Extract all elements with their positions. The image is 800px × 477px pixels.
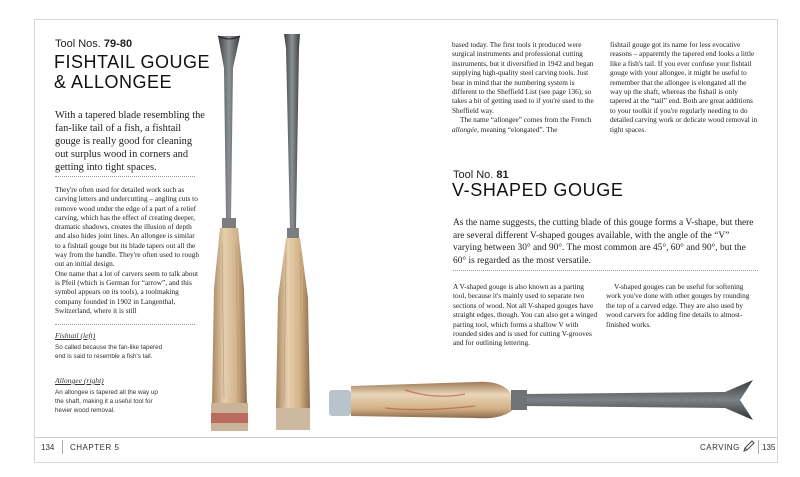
tool-number-prefix: Tool No.	[453, 169, 494, 181]
footer-rule	[34, 437, 777, 438]
caption-text-allongee: An allongee is tapered all the way up the shaft, making it a useful tool for hevier wood removal.	[55, 389, 158, 414]
body-paragraph-3: based today. The first tools it produced were surgical instruments and professional cutting instruments, but it diversified in 1942 and began supplying high-quality steel carving tools. Just bear in mind that the numbering system is different to the Sheffield List (see page 136), so takes a bit of getting used to if you're used to the Sheffield way.	[452, 40, 594, 115]
intro-paragraph-v-gouge: As the name suggests, the cutting blade of this gouge forms a V-shape, but there are several different V-shaped gouges available, with the angle of the “V” varying between 30° and 90°. The most common are 45°, 60° and 90°, but the 60° is regarded as the most versatile.	[453, 218, 754, 266]
body-paragraph-4: The name “allongee” comes from the French allongée, meaning “elongated”. The	[452, 115, 592, 134]
body-column-a	[452, 40, 600, 134]
page-number-right: 135	[762, 443, 776, 452]
page-number-left: 134	[41, 443, 55, 452]
divider-rule	[55, 176, 195, 177]
chapter-label: CHAPTER 5	[70, 443, 120, 452]
tool-number-value: 81	[496, 169, 509, 181]
footer-separator	[62, 440, 63, 454]
divider-rule	[453, 270, 758, 271]
body-column-c: A V-shaped gouge is also known as a parting tool, because it's mainly used to separate two sections of wood. Not all V-shaped gouges have straight edges, though. You can also get a winged parting tool, which forms a shallow V with rounded sides and is used for cutting V-grooves and for outlining lettering.	[453, 282, 598, 348]
footer-separator	[758, 440, 759, 454]
section-label: CARVING	[700, 443, 740, 452]
fishtail-gouge-drawing	[211, 36, 248, 431]
tool-number-label	[55, 38, 132, 50]
caption-heading-fishtail: Fishtail (left)	[55, 331, 96, 340]
body-paragraph-2: One name that a lot of carvers seem to talk about is Pfeil (which is German for “arrow”, and this symbol appears on its tools), a toolmaking company founded in 1902 in Langenthal, Switzerland, where it is still	[55, 268, 199, 315]
title-line-2: & ALLONGEE	[54, 72, 173, 92]
section-title-fishtail	[54, 52, 214, 92]
intro-paragraph-fishtail: With a tapered blade resembling the fan-like tail of a fish, a fishtail gouge is really good for cleaning out surplus wood in corners and getting into tight spaces.	[55, 110, 205, 173]
v-shaped-gouge-illustration	[325, 372, 755, 428]
section-title-v-gouge: V-SHAPED GOUGE	[452, 180, 624, 200]
body-column-b: fishtail gouge got its name for less evocative reasons – apparently the tapered end looks a little like a fish's tail. If you ever confuse your fishtail gouge with your allongee, it might be useful to remember that the allongee is elongated all the way up the shaft, whereas the fishail is only tapered at the “tail” end. Both are great additions to your toolkit if you're regularly needing to do detailed carving work or delicate wood removal in tight spaces.	[610, 40, 758, 134]
divider-rule	[55, 324, 195, 325]
fishtail-and-allongee-illustration	[200, 28, 330, 438]
tool-number-prefix: Tool Nos.	[55, 38, 101, 50]
caption-heading-allongee: Allongee (right)	[55, 376, 104, 385]
body-paragraph-1: They're often used for detailed work such as carving letters and undercutting – angling cuts to remove wood under the edge of a part of a relief carving, which has the effect of creating deeper, dramatic shadows, creates the illusion of depth and also hides joint lines. An allongee is similar to a fishtail gouge but its blade tapers out all the way from the handle. They're often used to rough out an initial design.	[55, 185, 200, 269]
pencil-icon	[742, 439, 756, 453]
body-column-d: V-shaped gouges can be useful for softening work you've done with other gouges by rounding the top of a carved edge. They are also used by wood carvers for adding fine details to almost-finished works.	[606, 282, 750, 329]
body-text-fishtail	[55, 185, 200, 315]
caption-text-fishtail: So called because the fan-like tapered end is said to resemble a fish's tail.	[55, 344, 163, 360]
tool-number-value: 79-80	[103, 38, 133, 50]
title-line-1: FISHTAIL GOUGE	[54, 52, 211, 72]
allongee-drawing	[276, 34, 310, 430]
